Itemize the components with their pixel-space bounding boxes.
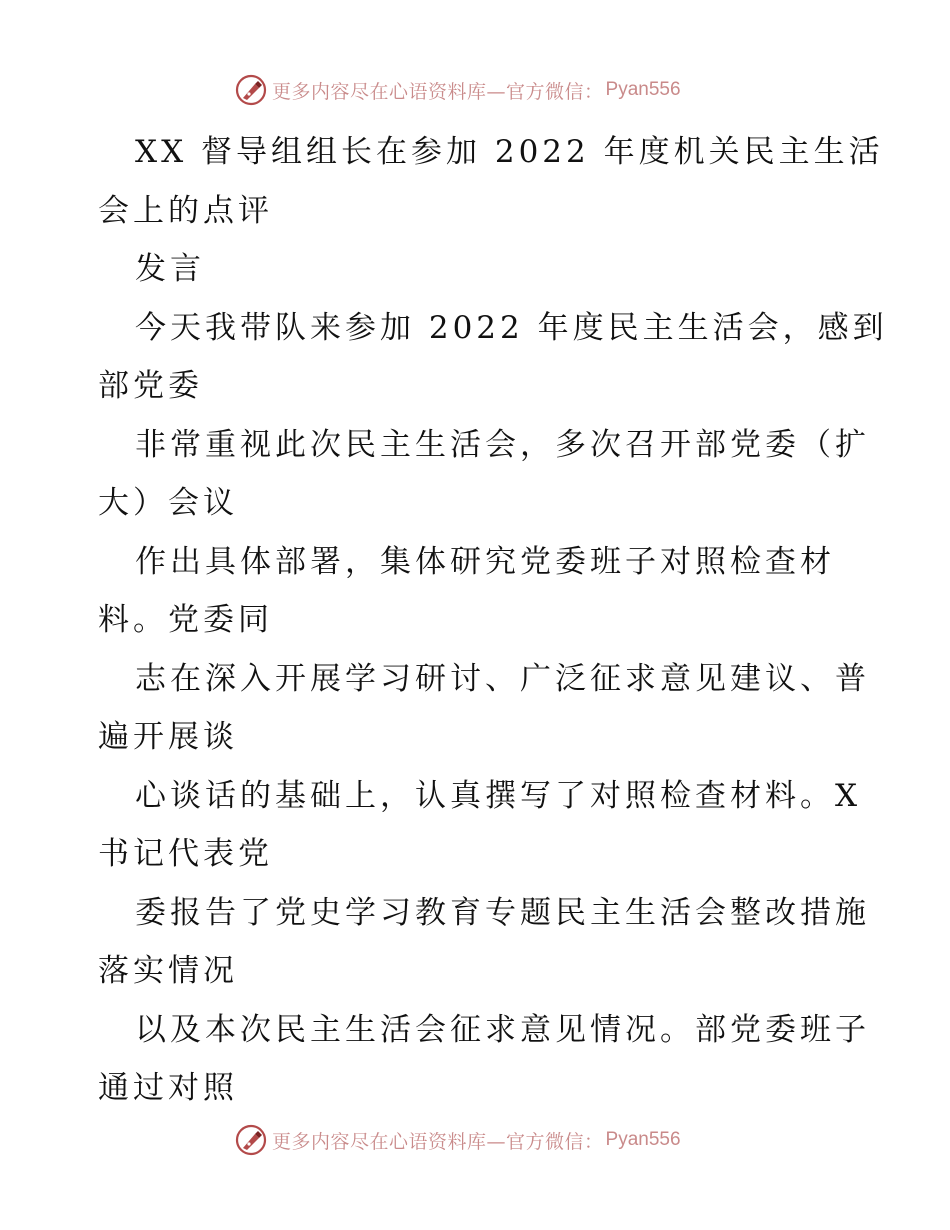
text-line: 心谈话的基础上，认真撰写了对照检查材料。X (135, 777, 862, 814)
text-line: 料。党委同 (98, 602, 273, 638)
text-line: 通过对照 (98, 1070, 238, 1106)
text-line: 今天我带队来参加 2022 年度民主生活会，感到 (135, 309, 888, 346)
text-line: 大）会议 (98, 485, 238, 521)
text-line: 非常重视此次民主生活会，多次召开部党委（扩 (135, 426, 870, 463)
text-line: 落实情况 (98, 953, 238, 989)
watermark-text: 更多内容尽在心语资料库—官方微信： (272, 80, 604, 103)
text-line: 委报告了党史学习教育专题民主生活会整改措施 (135, 894, 870, 931)
text-line: 遍开展谈 (98, 719, 238, 755)
pen-nib-logo-icon (234, 1123, 268, 1157)
header-watermark (234, 72, 681, 108)
pen-nib-logo-icon (234, 73, 268, 107)
watermark-wechat-id: Pyan556 (605, 79, 681, 100)
watermark-wechat-id: Pyan556 (605, 1129, 681, 1150)
text-line: 书记代表党 (98, 836, 273, 872)
title-line-2: 会上的点评 (98, 192, 273, 229)
document-body (98, 123, 888, 1118)
text-line: 以及本次民主生活会征求意见情况。部党委班子 (135, 1011, 870, 1048)
watermark-text: 更多内容尽在心语资料库—官方微信： (272, 1130, 604, 1153)
title-line-3: 发言 (135, 251, 205, 287)
text-line: 部党委 (98, 368, 203, 404)
title-line-1: XX 督导组组长在参加 2022 年度机关民主生活 (135, 134, 884, 170)
text-line: 作出具体部署，集体研究党委班子对照检查材 (135, 543, 835, 580)
footer-watermark (234, 1122, 681, 1158)
text-line: 志在深入开展学习研讨、广泛征求意见建议、普 (135, 660, 870, 697)
